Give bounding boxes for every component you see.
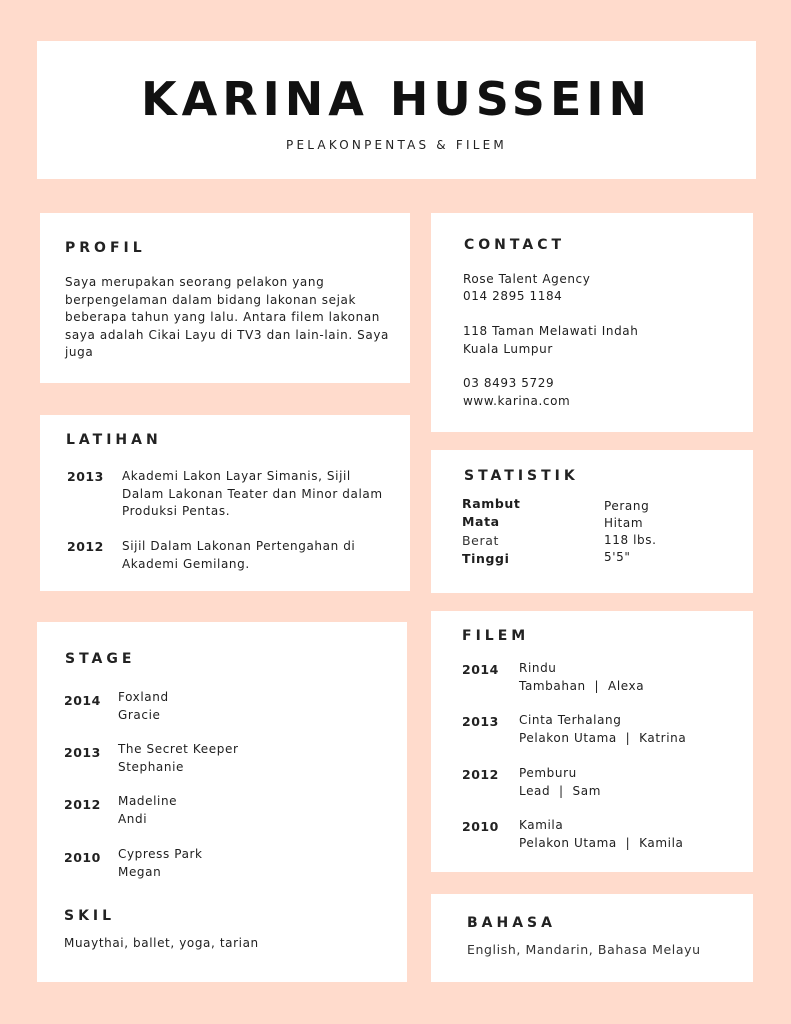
bahasa-text: English, Mandarin, Bahasa Melayu: [467, 942, 701, 957]
stage-play-title: Cypress Park: [118, 847, 203, 861]
filem-film-title: Pemburu: [519, 766, 577, 780]
stat-label-mata: Mata: [462, 514, 500, 529]
filem-film-title: Kamila: [519, 818, 564, 832]
filem-entry: [519, 765, 601, 800]
filem-year: 2014: [462, 662, 499, 677]
bahasa-title: BAHASA: [467, 915, 556, 931]
stat-label-tinggi: Tinggi: [462, 551, 510, 566]
filem-year: 2013: [462, 714, 499, 729]
latihan-year: 2012: [67, 539, 104, 554]
resume-subtitle: PELAKONPENTAS & FILEM: [286, 138, 507, 152]
profil-title: PROFIL: [65, 240, 146, 256]
stage-role: Gracie: [118, 707, 161, 722]
filem-film-title: Cinta Terhalang: [519, 713, 622, 727]
statistik-title: STATISTIK: [464, 468, 579, 484]
resume-name: KARINA HUSSEIN: [141, 72, 652, 126]
filem-role: Pelakon Utama | Kamila: [519, 835, 684, 850]
stage-card: [37, 622, 407, 982]
skil-text: Muaythai, ballet, yoga, tarian: [64, 936, 259, 950]
filem-role: Pelakon Utama | Katrina: [519, 730, 687, 745]
stat-value-mata: Hitam: [604, 516, 644, 530]
filem-title: FILEM: [462, 628, 530, 644]
filem-card: [431, 611, 753, 872]
contact-address2: Kuala Lumpur: [463, 342, 553, 356]
stage-play-title: Foxland: [118, 690, 169, 704]
stat-label-berat: Berat: [462, 533, 499, 548]
stage-year: 2010: [64, 850, 101, 865]
filem-film-title: Rindu: [519, 661, 557, 675]
stage-role: Stephanie: [118, 759, 185, 774]
stage-role: Megan: [118, 864, 162, 879]
stage-year: 2012: [64, 797, 101, 812]
filem-year: 2012: [462, 767, 499, 782]
stage-year: 2013: [64, 745, 101, 760]
stage-entry: [118, 741, 238, 776]
latihan-text: Sijil Dalam Lakonan Pertengahan di Akademi Gemilang.: [122, 539, 356, 571]
stage-entry: [118, 793, 177, 828]
profil-card: [40, 213, 410, 383]
stage-entry: [118, 846, 203, 881]
stage-title: STAGE: [65, 651, 136, 667]
stat-value-berat: 118 lbs.: [604, 533, 657, 547]
contact-phone1: 014 2895 1184: [463, 289, 563, 303]
stage-role: Andi: [118, 811, 148, 826]
contact-agency: Rose Talent Agency: [463, 272, 591, 286]
header-card: [37, 41, 756, 179]
stat-value-rambut: Perang: [604, 499, 650, 513]
filem-entry: [519, 712, 686, 747]
latihan-year: 2013: [67, 469, 104, 484]
contact-phone2: 03 8493 5729: [463, 376, 555, 390]
filem-year: 2010: [462, 819, 499, 834]
stage-play-title: Madeline: [118, 794, 178, 808]
latihan-title: LATIHAN: [66, 432, 162, 448]
contact-website[interactable]: www.karina.com: [463, 394, 571, 408]
filem-entry: [519, 817, 683, 852]
stage-year: 2014: [64, 693, 101, 708]
contact-title: CONTACT: [464, 237, 566, 253]
stat-label-rambut: Rambut: [462, 496, 521, 511]
stage-play-title: The Secret Keeper: [118, 742, 239, 756]
contact-address1: 118 Taman Melawati Indah: [463, 324, 639, 338]
stage-entry: [118, 689, 169, 724]
filem-role: Lead | Sam: [519, 783, 601, 798]
bahasa-card: [431, 894, 753, 982]
profil-text: Saya merupakan seorang pelakon yang berpengelaman dalam bidang lakonan sejak beberapa tahun yang lalu. Antara filem lakonan saya adalah Cikai Layu di TV3 dan lain-lain. Saya juga: [65, 275, 390, 359]
latihan-card: [40, 415, 410, 591]
stat-value-tinggi: 5'5": [604, 550, 631, 564]
contact-card: [431, 213, 753, 432]
filem-role: Tambahan | Alexa: [519, 678, 645, 693]
statistik-card: [431, 450, 753, 593]
latihan-text: Akademi Lakon Layar Simanis, Sijil Dalam Lakonan Teater dan Minor dalam Produksi Pentas.: [122, 469, 383, 518]
skil-title: SKIL: [64, 908, 116, 924]
filem-entry: [519, 660, 644, 695]
